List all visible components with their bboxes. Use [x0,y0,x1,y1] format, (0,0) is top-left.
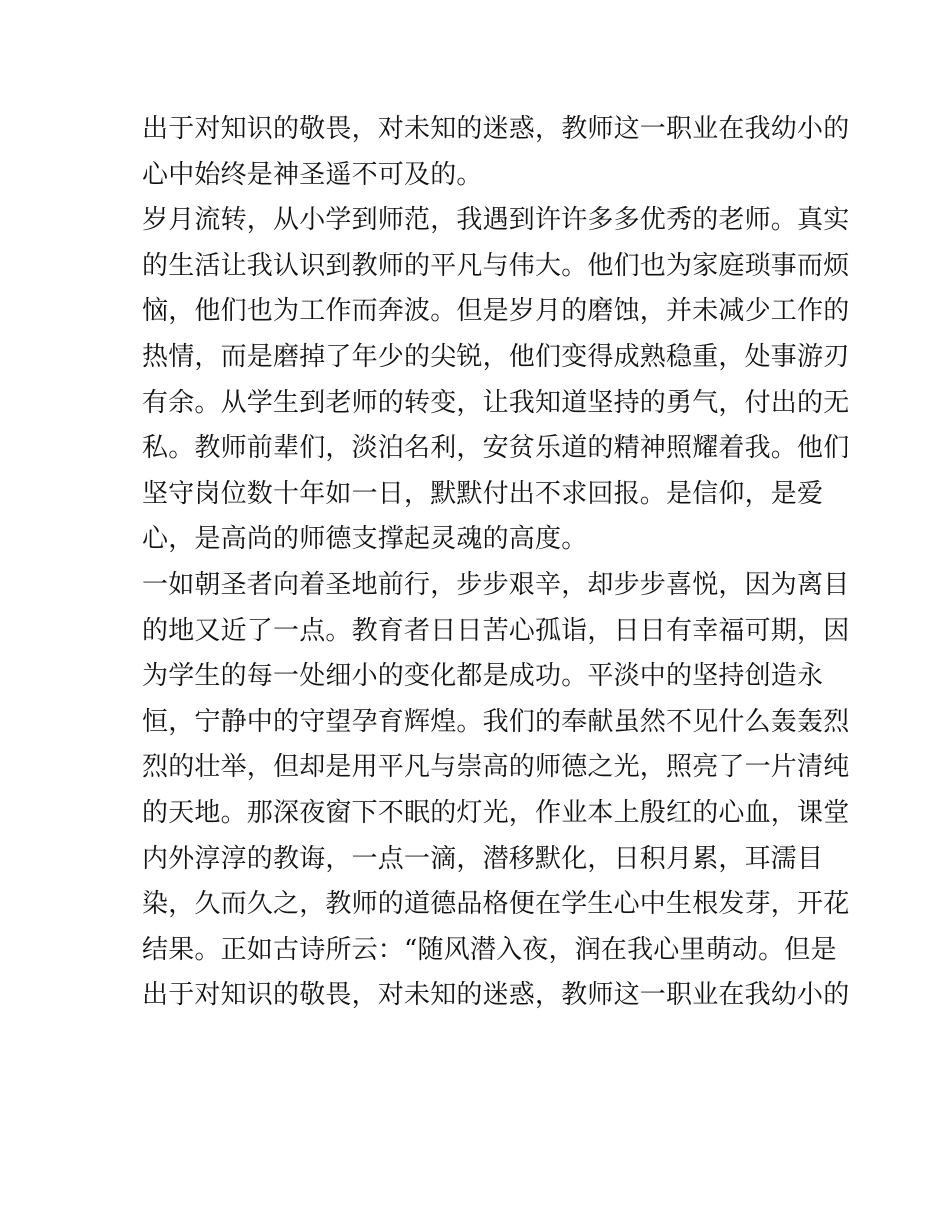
text-line: 内外淳淳的教诲，一点一滴，潜移默化，日积月累，耳濡目 [142,843,824,874]
text-line: 的天地。那深夜窗下不眠的灯光，作业本上殷红的心血，课堂 [142,797,850,828]
text-line: 有余。从学生到老师的转变，让我知道坚持的勇气，付出的无 [142,387,850,418]
body-text [142,107,850,1019]
text-line: 染，久而久之，教师的道德品格便在学生心中生根发芽，开花 [142,889,850,920]
text-line: 的生活让我认识到教师的平凡与伟大。他们也为家庭琐事而烦 [142,250,850,281]
text-line: 私。教师前辈们，淡泊名利，安贫乐道的精神照耀着我。他们 [142,433,850,464]
text-line: 坚守岗位数十年如一日，默默付出不求回报。是信仰，是爱 [142,478,824,509]
text-line: 出于对知识的敬畏，对未知的迷惑，教师这一职业在我幼小的 [142,980,850,1011]
text-line: 的地又近了一点。教育者日日苦心孤诣，日日有幸福可期，因 [142,615,850,646]
text-line: 岁月流转，从小学到师范，我遇到许许多多优秀的老师。真实 [142,205,850,236]
text-line: 恼，他们也为工作而奔波。但是岁月的磨蚀，并未减少工作的 [142,296,850,327]
text-line: 一如朝圣者向着圣地前行，步步艰辛，却步步喜悦，因为离目 [142,569,850,600]
text-line: 心中始终是神圣遥不可及的。 [142,159,483,190]
text-line: 心，是高尚的师德支撑起灵魂的高度。 [142,524,588,555]
text-line: 烈的壮举，但却是用平凡与崇高的师德之光，照亮了一片清纯 [142,752,850,783]
text-line: 出于对知识的敬畏，对未知的迷惑，教师这一职业在我幼小的 [142,114,850,144]
text-line: 恒，宁静中的守望孕育辉煌。我们的奉献虽然不见什么轰轰烈 [142,706,850,737]
text-line: 为学生的每一处细小的变化都是成功。平淡中的坚持创造永 [142,661,824,692]
text-line: 热情，而是磨掉了年少的尖锐，他们变得成熟稳重，处事游刃 [142,341,850,372]
text-line: 结果。正如古诗所云：“随风潜入夜，润在我心里萌动。但是 [142,934,837,965]
